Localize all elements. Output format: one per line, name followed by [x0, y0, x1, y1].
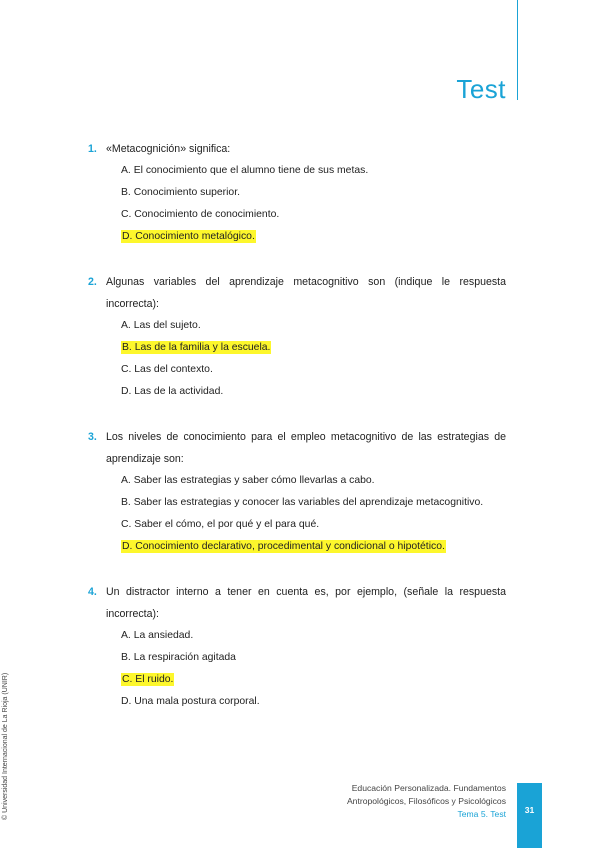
- footer: [347, 782, 506, 821]
- question-number: 2.: [88, 276, 97, 288]
- question-text: Los niveles de conocimiento para el empleo metacognitivo de las estrategias de aprendizaje son:: [106, 431, 506, 465]
- option-a: A. Saber las estrategias y saber cómo llevarlas a cabo.: [121, 475, 375, 486]
- header-rule: [517, 0, 518, 100]
- footer-course-line1: Educación Personalizada. Fundamentos: [351, 783, 506, 793]
- option-d-correct: D. Conocimiento declarativo, procedimental y condicional o hipotético.: [122, 541, 445, 552]
- option-d: D. Una mala postura corporal.: [121, 696, 260, 707]
- question-4: [88, 581, 506, 713]
- option-d: D. Las de la actividad.: [121, 386, 224, 397]
- option-c: C. Las del contexto.: [121, 364, 213, 375]
- option-b: B. Saber las estrategias y conocer las variables del aprendizaje metacognitivo.: [121, 497, 484, 508]
- copyright-notice: © Universidad Internacional de La Rioja (UNIR): [2, 672, 9, 820]
- option-c: C. Conocimiento de conocimiento.: [121, 209, 280, 220]
- page-number: 31: [517, 783, 542, 848]
- question-text: «Metacognición» significa:: [106, 143, 231, 155]
- option-d-correct: D. Conocimiento metalógico.: [122, 231, 255, 242]
- option-b-correct: B. Las de la familia y la escuela.: [122, 342, 271, 353]
- option-a: A. El conocimiento que el alumno tiene de sus metas.: [121, 165, 369, 176]
- footer-topic: Tema 5. Test: [457, 809, 506, 819]
- question-text: Un distractor interno a tener en cuenta es, por ejemplo, (señale la respuesta incorrecta):: [106, 586, 506, 620]
- question-text: Algunas variables del aprendizaje metacognitivo son (indique le respuesta incorrecta):: [106, 276, 506, 310]
- option-c-correct: C. El ruido.: [122, 674, 174, 685]
- question-3: [88, 426, 506, 558]
- question-number: 3.: [88, 431, 97, 443]
- option-c: C. Saber el cómo, el por qué y el para qué.: [121, 519, 320, 530]
- footer-course-line2: Antropológicos, Filosóficos y Psicológicos: [346, 796, 506, 806]
- option-b: B. Conocimiento superior.: [121, 187, 240, 198]
- option-b: B. La respiración agitada: [121, 652, 236, 663]
- question-number: 1.: [88, 143, 97, 155]
- option-a: A. Las del sujeto.: [121, 320, 201, 331]
- page-title: Test: [456, 74, 506, 104]
- question-1: [88, 138, 506, 248]
- question-number: 4.: [88, 586, 97, 598]
- question-2: [88, 271, 506, 403]
- option-a: A. La ansiedad.: [121, 630, 194, 641]
